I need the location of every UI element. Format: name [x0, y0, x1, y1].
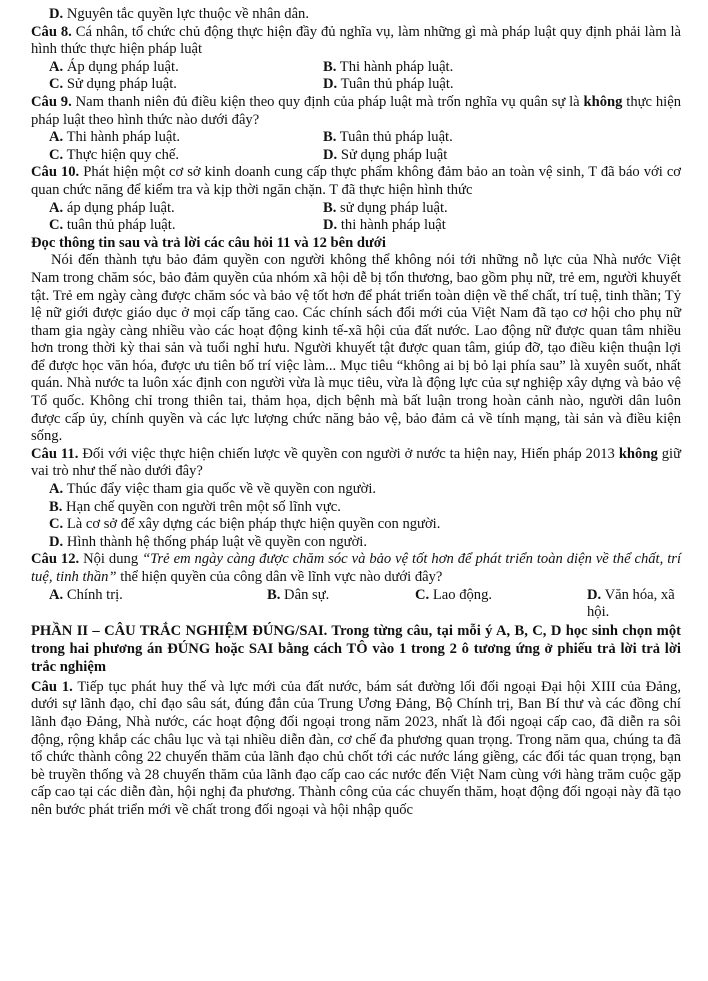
option-c: C. Thực hiện quy chế. — [49, 146, 180, 163]
option-b: B. Tuân thủ pháp luật. — [323, 129, 453, 146]
option-a: A. áp dụng pháp luật. — [49, 199, 175, 216]
question-8: Câu 8. Cá nhân, tổ chức chủ động thực hiện đầy đủ nghĩa vụ, làm những gì mà pháp luật quy định phải làm là hình thức thực hiện pháp luật — [31, 23, 681, 58]
question-12-options — [31, 587, 681, 622]
option-d-previous: D. Nguyên tắc quyền lực thuộc về nhân dân. — [49, 6, 309, 22]
question-10-options — [31, 200, 681, 235]
option-a: A. Áp dụng pháp luật. — [49, 58, 179, 75]
question-9: Câu 9. Nam thanh niên đủ điều kiện theo quy định của pháp luật mà trốn nghĩa vụ quân sự là không thực hiện pháp luật theo hình thức nào dưới đây? — [31, 93, 681, 128]
question-8-options — [31, 59, 681, 94]
option-a: A. Thi hành pháp luật. — [49, 129, 181, 146]
question-10: Câu 10. Phát hiện một cơ sở kinh doanh cung cấp thực phẩm không đảm bảo an toàn vệ sinh, T đã báo với cơ quan chức năng để kiểm tra và kịp thời ngăn chặn. T đã thực hiện hình thức — [31, 164, 682, 198]
option-c: C. Là cơ sở để xây dựng các biện pháp thực hiện quyền con người. — [49, 516, 441, 533]
option-d: D. Sử dụng pháp luật — [323, 146, 448, 163]
option-a: A. Chính trị. — [49, 586, 123, 603]
question-12: Câu 12. Nội dung “Trẻ em ngày càng được chăm sóc và bảo vệ tốt hơn để phát triển toàn diện về thể chất, trí tuệ, tinh thần” thể hiện quyền của công dân về lĩnh vực nào dưới đây? — [31, 551, 681, 585]
part-2-question-1: Câu 1. Tiếp tục phát huy thế và lực mới của đất nước, bám sát đường lối đối ngoại Đại hội XIII của Đảng, dưới sự lãnh đạo, chỉ đạo sâu sát, đúng đắn của Trung Ương Đảng, Bộ Chính trị, Ban Bí thư và các đồng chí lãnh đạo Đảng, Nhà nước, các hoạt động đối ngoại trong năm 2023, nhất là đối ngoại cấp cao, đã diễn ra sôi động, rộng khắp các châu lục và tại nhiều diễn đàn, cơ chế đa phương quan trọng. Trong năm qua, chúng ta đã tổ chức thành công 22 chuyến thăm của lãnh đạo chủ chốt tới các nước láng giềng, các đối tác quan trọng, bạn bè truyền thống và 28 chuyến thăm của lãnh đạo cấp cao các nước đến Việt Nam cùng với hàng trăm cuộc gặp cấp cao tại các diễn đàn, hội nghị đa phương. Thành công của các chuyến thăm, hoạt động đối ngoại này đã tạo nên bước phát triển mới về chất trong đối ngoại và hội nhập quốc — [31, 678, 681, 818]
option-b: B. Hạn chế quyền con người trên một số lĩnh vực. — [49, 498, 341, 515]
option-b: B. sử dụng pháp luật. — [323, 199, 448, 216]
reading-passage: Nói đến thành tựu bảo đảm quyền con người không thể không nói tới những nỗ lực của Nhà nước Việt Nam trong chăm sóc, bảo đảm quyền của nhóm xã hội dễ bị tổn thương, bao gồm phụ nữ, trẻ em, người khuyết tật. Trẻ em ngày càng được chăm sóc và bảo vệ tốt hơn để phát triển toàn diện về thể chất, trí tuệ, tinh thần; Tỷ lệ nữ giới được giáo dục ở mọi cấp tăng cao. Các chính sách đổi mới của Việt Nam đã tạo cơ hội cho phụ nữ tham gia ngày càng nhiều vào các hoạt động kinh tế-xã hội của đất nước. Lao động nữ được quan tâm nhiều hơn trong thời kỳ thai sản và tuổi nghỉ hưu. Người khuyết tật được quan tâm, giúp đỡ, tạo điều kiện thuận lợi để được học văn hóa, được ưu tiên bố trí việc làm... Mục tiêu “không ai bị bỏ lại phía sau” là xuyên suốt, nhất quán. Nhà nước ta luôn xác định con người vừa là mục tiêu, vừa là động lực của sự nghiệp xây dựng và bảo vệ Tổ quốc. Không chỉ trong thiên tai, thảm họa, dịch bệnh mà bất luận trong hoàn cảnh nào, người dân luôn được cấp ủy, chính quyền và các lực lượng chức năng bảo vệ, bảo đảm cả về tính mạng, tài sản và điều kiện sống. — [31, 252, 681, 445]
option-c: C. tuân thủ pháp luật. — [49, 217, 176, 234]
question-9-options — [31, 129, 681, 164]
reading-heading: Đọc thông tin sau và trả lời các câu hỏi 11 và 12 bên dưới — [31, 234, 386, 251]
option-d: D. Hình thành hệ thống pháp luật về quyền con người. — [49, 533, 368, 550]
part-2-heading: PHẦN II – CÂU TRẮC NGHIỆM ĐÚNG/SAI. Trong từng câu, tại mỗi ý A, B, C, D học sinh chọn một trong hai phương án ĐÚNG hoặc SAI bằng cách TÔ vào 1 trong 2 ô tương ứng ở phiếu trả lời trả lời trắc nghiệm — [31, 622, 681, 675]
option-a: A. Thúc đẩy việc tham gia quốc về về quyền con người. — [49, 481, 377, 498]
option-d: D. Văn hóa, xã hội. — [587, 586, 675, 621]
option-d: D. thi hành pháp luật — [323, 217, 446, 234]
option-c: C. Sử dụng pháp luật. — [49, 76, 177, 93]
question-11: Câu 11. Đối với việc thực hiện chiến lược về quyền con người ở nước ta hiện nay, Hiến pháp 2013 không giữ vai trò như thế nào dưới đây? — [31, 445, 681, 480]
option-c: C. Lao động. — [415, 586, 493, 603]
option-b: B. Dân sự. — [267, 586, 330, 603]
option-d: D. Tuân thủ pháp luật. — [323, 76, 454, 93]
option-b: B. Thi hành pháp luật. — [323, 58, 454, 75]
